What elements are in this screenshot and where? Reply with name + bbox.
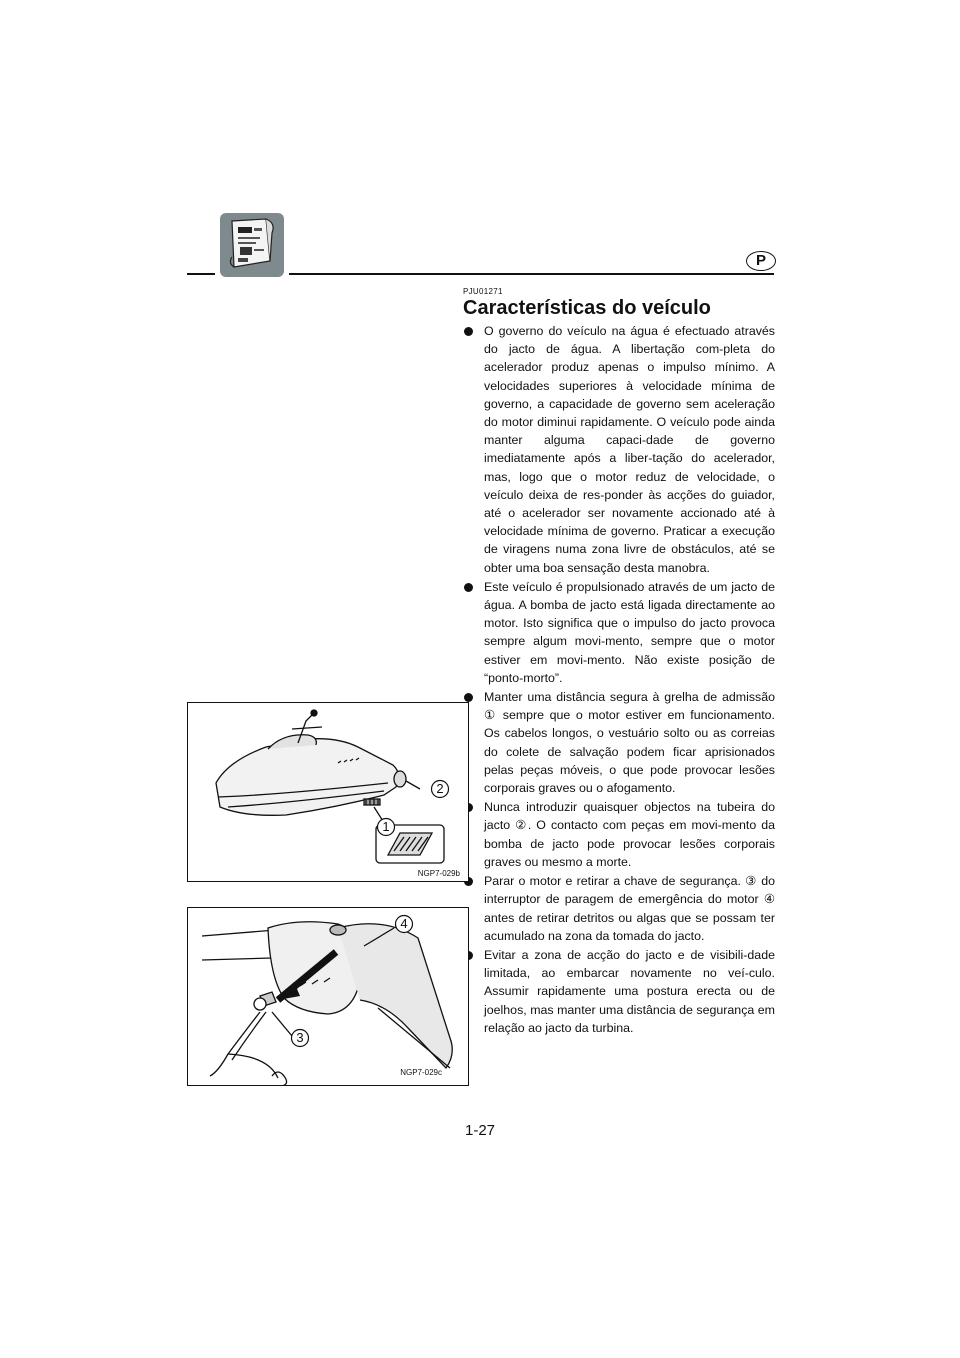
callout-1-label: 1 [382, 819, 390, 834]
bullet-item [463, 688, 775, 797]
bullet-item [463, 322, 775, 577]
header-rule-right [289, 273, 774, 275]
figure-code: NGP7-029b [417, 869, 460, 878]
owners-manual-icon [220, 213, 284, 277]
section-title: Características do veículo [463, 297, 711, 319]
section-code: PJU01271 [463, 287, 503, 296]
bullet-item [463, 872, 775, 945]
bullet-text: Este veículo é propulsionado através de um jacto de água. A bomba de jacto está ligada directamente ao motor. Isto significa que o impulso do jacto provoca sempre algum movi-mento, sempre que o motor estiver em movi-mento. Não existe posição de “ponto-morto”. [484, 579, 775, 685]
figure-code: NGP7-029c [400, 1068, 442, 1077]
callout-4-label: 4 [400, 916, 408, 931]
bullet-text: O governo do veículo na água é efectuado através do jacto de água. A libertação com-pleta do acelerador produz apenas o impulso mínimo. A velocidades superiores à velocidade mínima de governo, a capacidade de governo sem aceleração do motor diminui rapidamente. O veículo pode ainda manter alguma capaci-dade de governo imediatamente após a liber-tação do acelerador, mas, logo que o motor reduz de velocidade, o veículo deixa de res-ponder às acções do guiador, até o acelerador ser novamente accionado até à velocidade mínima de governo. Praticar a execução de viragens numa zona livre de obstáculos, até se obter uma boa sensação desta manobra. [484, 324, 775, 575]
bullet-item [463, 946, 775, 1037]
bullet-dot-icon [464, 583, 473, 592]
bullet-text: Manter uma distância segura à grelha de admissão ① sempre que o motor estiver em funcionamento. Os cabelos longos, o vestuário solto ou as correias do colete de salvação podem ficar aprisionados pelas peças móveis, o que pode provocar lesões corporais graves ou o afogamento. [484, 690, 775, 796]
callout-2-label: 2 [436, 781, 444, 796]
safety-bullet-list [463, 322, 775, 1037]
bullet-dot-icon [464, 693, 473, 702]
figure-engine-stop-switch [187, 907, 469, 1086]
header-rule-left [187, 273, 215, 275]
bullet-dot-icon [464, 327, 473, 336]
bullet-text: Parar o motor e retirar a chave de segurança. ③ do interruptor de paragem de emergência do motor ④ antes de retirar detritos ou algas que se possam ter acumulado na zona da tomada do jacto. [484, 874, 775, 943]
bullet-text: Nunca introduzir quaisquer objectos na tubeira do jacto ②. O contacto com peças em movi-mento da bomba de jacto pode provocar lesões corporais graves ou mesmo a morte. [484, 800, 775, 869]
bullet-item [463, 798, 775, 871]
bullet-text: Evitar a zona de acção do jacto e de visibili-dade limitada, ao embarcar novamente no veí-culo. Assumir rapidamente uma postura erecta ou de joelhos, mas manter uma distância de segurança em relação ao jacto da turbina. [484, 947, 775, 1035]
page-number: 1-27 [464, 1122, 496, 1139]
engine-stop-switch-illustration [188, 908, 468, 1085]
callout-3-label: 3 [296, 1030, 304, 1045]
language-badge: P [746, 251, 776, 271]
watercraft-illustration [188, 703, 468, 881]
figure-intake-grate [187, 702, 469, 882]
bullet-item [463, 578, 775, 687]
